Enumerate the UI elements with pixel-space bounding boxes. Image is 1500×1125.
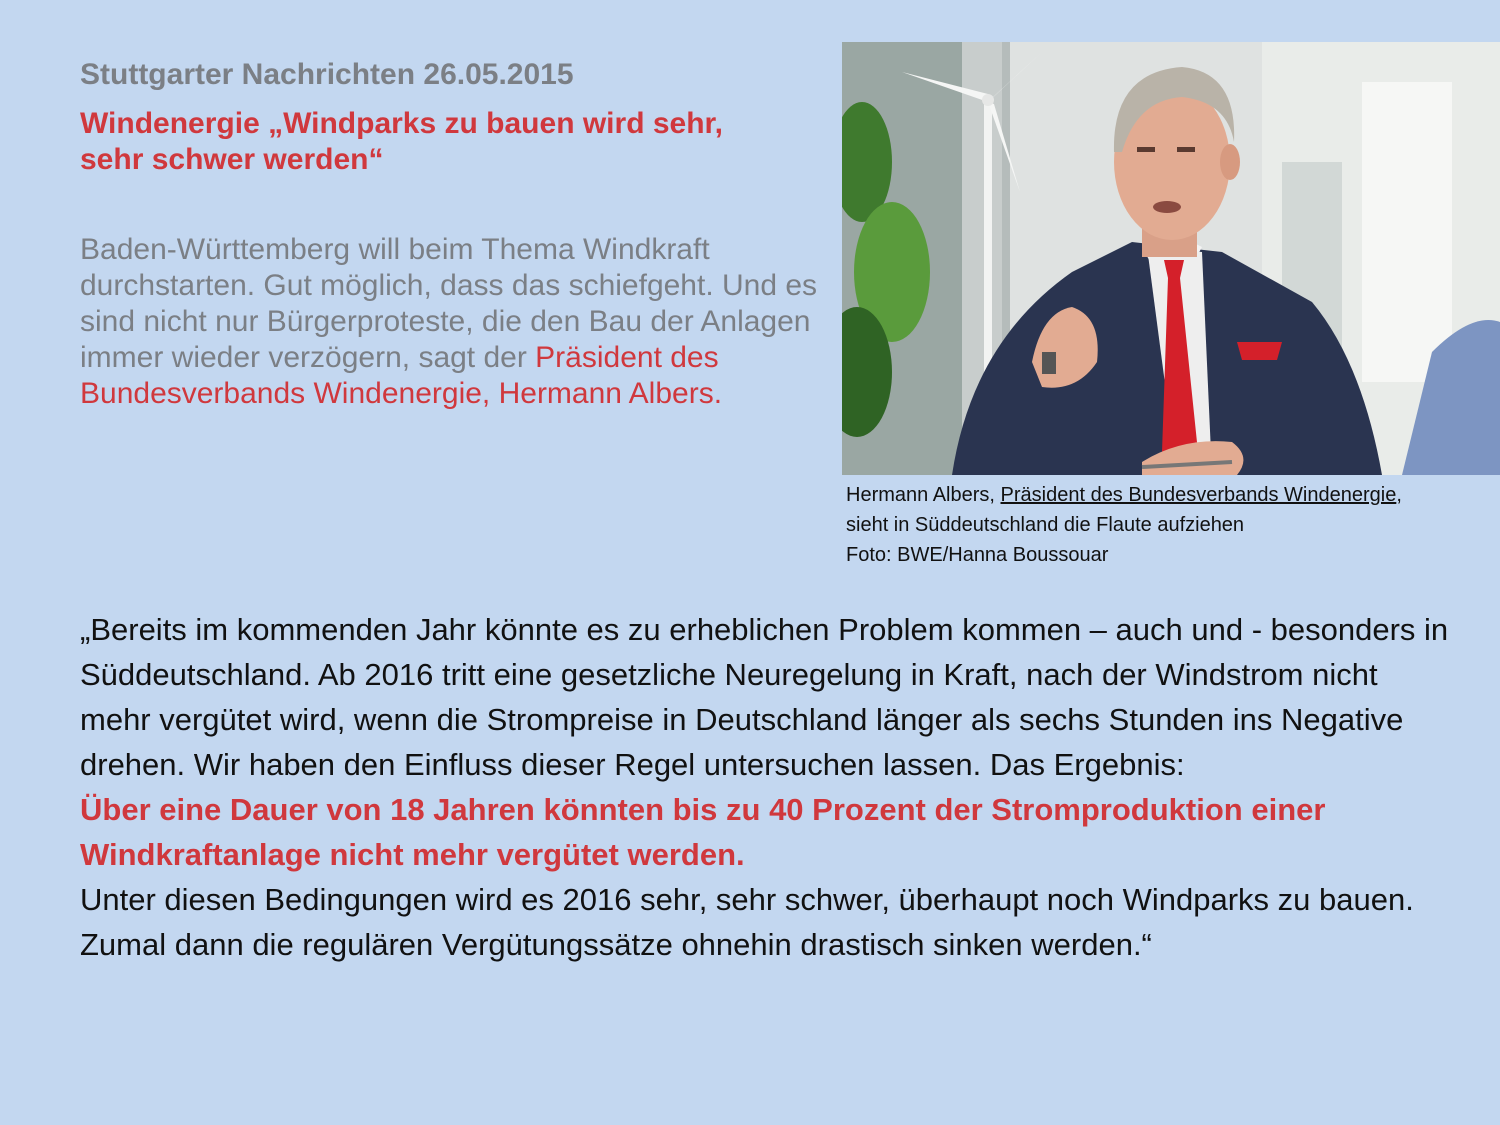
portrait-photo	[842, 42, 1500, 475]
headline	[80, 106, 820, 178]
quote-block	[80, 607, 1450, 967]
caption-link[interactable]: Präsident des Bundesverbands Windenergie	[1000, 484, 1397, 506]
quote-part-2: Unter diesen Bedingungen wird es 2016 sehr, sehr schwer, überhaupt noch Windparks zu bauen. Zumal dann die regulären Vergütungssätze ohnehin drastisch sinken werden.“	[80, 882, 1414, 962]
caption-line-2: sieht in Süddeutschland die Flaute aufziehen	[846, 514, 1245, 536]
headline-line-2: sehr schwer werden“	[80, 143, 384, 176]
photo-caption	[846, 480, 1496, 570]
caption-suffix: ,	[1396, 484, 1402, 506]
caption-credit: Foto: BWE/Hanna Boussouar	[846, 544, 1109, 566]
quote-part-1: „Bereits im kommenden Jahr könnte es zu erheblichen Problem kommen – auch und - besonders in Süddeutschland. Ab 2016 tritt eine gesetzliche Neuregelung in Kraft, nach der Windstrom nicht mehr vergütet wird, wenn die Strompreise in Deutschland länger als sechs Stunden ins Negative drehen. Wir haben den Einfluss dieser Regel untersuchen lassen. Das Ergebnis:	[80, 612, 1449, 782]
photo-illustration	[842, 42, 1500, 475]
headline-line-1: Windenergie „Windparks zu bauen wird sehr,	[80, 107, 723, 140]
lead-paragraph	[80, 232, 830, 412]
lead-text: Baden-Württemberg will beim Thema Windkraft durchstarten. Gut möglich, dass das schiefgeht. Und es sind nicht nur Bürgerproteste, die den Bau der Anlagen immer wieder verzögern, sagt der	[80, 233, 818, 374]
lead-highlight: Präsident des Bundesverbands Windenergie, Hermann Albers.	[80, 341, 723, 410]
caption-prefix: Hermann Albers,	[846, 484, 1001, 506]
quote-highlight: Über eine Dauer von 18 Jahren könnten bis zu 40 Prozent der Stromproduktion einer Windkraftanlage nicht mehr vergütet werden.	[80, 792, 1326, 872]
source-line: Stuttgarter Nachrichten 26.05.2015	[80, 58, 574, 91]
